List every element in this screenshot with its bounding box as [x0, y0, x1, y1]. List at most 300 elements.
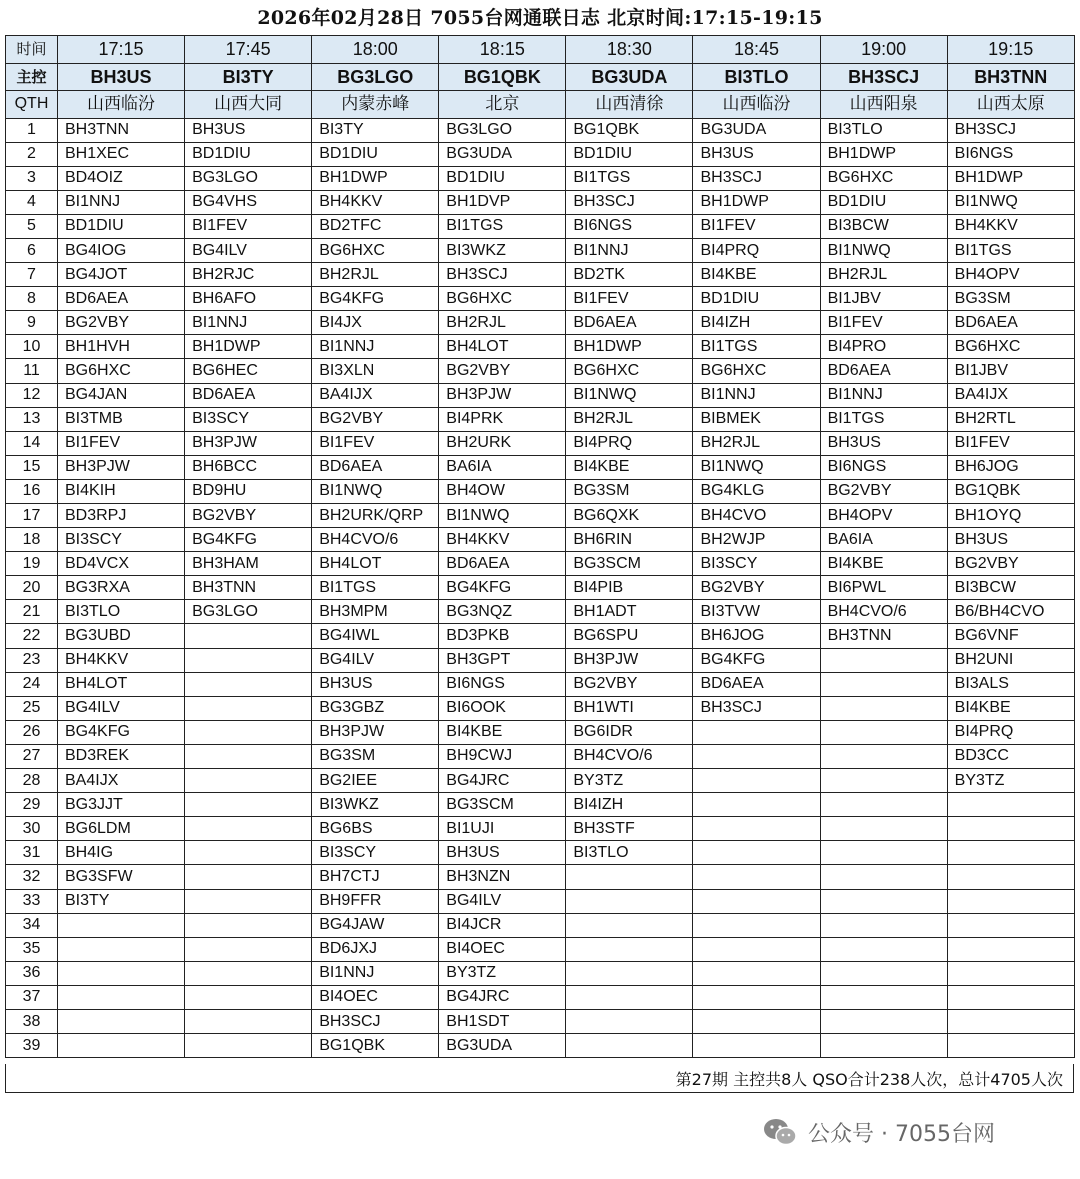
session-qth: 山西太原 — [947, 91, 1074, 119]
callsign-cell: BI3SCY — [312, 841, 439, 865]
row-number: 12 — [6, 383, 58, 407]
callsign-cell: BH4OPV — [820, 504, 947, 528]
callsign-cell — [820, 817, 947, 841]
callsign-cell — [820, 672, 947, 696]
callsign-cell — [693, 961, 820, 985]
table-row — [6, 383, 1075, 407]
callsign-cell — [185, 913, 312, 937]
callsign-cell: BI3ALS — [947, 672, 1074, 696]
callsign-cell: BIBMEK — [693, 407, 820, 431]
callsign-cell: BI4IZH — [693, 311, 820, 335]
callsign-cell: BI3WKZ — [312, 793, 439, 817]
callsign-cell: BH3US — [820, 431, 947, 455]
row-number: 29 — [6, 793, 58, 817]
callsign-cell: BD6AEA — [185, 383, 312, 407]
callsign-cell — [947, 1034, 1074, 1058]
callsign-cell: BI1FEV — [58, 431, 185, 455]
callsign-cell: BH3PJW — [58, 455, 185, 479]
callsign-cell: BH1XEC — [58, 142, 185, 166]
callsign-cell: BY3TZ — [566, 769, 693, 793]
row-number: 34 — [6, 913, 58, 937]
callsign-cell: BI1NNJ — [820, 383, 947, 407]
callsign-cell: BI3TLO — [820, 118, 947, 142]
callsign-cell — [947, 865, 1074, 889]
callsign-cell: BI1NWQ — [820, 238, 947, 262]
callsign-cell: BH4LOT — [439, 335, 566, 359]
callsign-cell: BG3UDA — [693, 118, 820, 142]
callsign-cell: BD4VCX — [58, 552, 185, 576]
row-number: 22 — [6, 624, 58, 648]
table-row — [6, 576, 1075, 600]
callsign-cell: BG4KFG — [693, 648, 820, 672]
callsign-cell: BI1JBV — [820, 287, 947, 311]
table-row — [6, 455, 1075, 479]
callsign-cell: BI1NWQ — [947, 190, 1074, 214]
callsign-cell: BH2RJC — [185, 263, 312, 287]
callsign-cell — [947, 793, 1074, 817]
callsign-cell — [947, 937, 1074, 961]
callsign-cell: BH1DWP — [185, 335, 312, 359]
table-row — [6, 624, 1075, 648]
callsign-cell: BH3PJW — [312, 720, 439, 744]
table-row — [6, 504, 1075, 528]
callsign-cell — [185, 937, 312, 961]
callsign-cell: BG3LGO — [185, 600, 312, 624]
callsign-cell: BI4PRQ — [693, 238, 820, 262]
row-number: 23 — [6, 648, 58, 672]
session-qth: 山西临汾 — [58, 91, 185, 119]
callsign-cell: BI1NNJ — [566, 238, 693, 262]
callsign-cell — [947, 1009, 1074, 1033]
session-qth: 山西大同 — [185, 91, 312, 119]
callsign-cell: BH2UNI — [947, 648, 1074, 672]
callsign-cell: BI1NNJ — [312, 961, 439, 985]
callsign-cell: BG1QBK — [312, 1034, 439, 1058]
callsign-cell: BG6IDR — [566, 720, 693, 744]
callsign-cell: BI4KIH — [58, 479, 185, 503]
callsign-cell — [185, 985, 312, 1009]
callsign-cell — [185, 744, 312, 768]
callsign-cell: BG1QBK — [947, 479, 1074, 503]
callsign-cell: BG3LGO — [439, 118, 566, 142]
callsign-cell — [185, 624, 312, 648]
callsign-cell — [820, 648, 947, 672]
callsign-cell: BI3TY — [58, 889, 185, 913]
callsign-cell: BH6RIN — [566, 528, 693, 552]
callsign-cell: BG1QBK — [566, 118, 693, 142]
callsign-cell: BA6IA — [439, 455, 566, 479]
callsign-cell: BH2URK — [439, 431, 566, 455]
callsign-cell: BG3SM — [566, 479, 693, 503]
callsign-cell: BD6AEA — [566, 311, 693, 335]
table-row — [6, 166, 1075, 190]
callsign-cell: BH3SCJ — [312, 1009, 439, 1033]
callsign-cell — [185, 769, 312, 793]
callsign-cell: BH4LOT — [312, 552, 439, 576]
callsign-cell: BD6AEA — [58, 287, 185, 311]
session-host: BH3SCJ — [820, 63, 947, 91]
callsign-cell: BH2RTL — [947, 407, 1074, 431]
callsign-cell: BH3US — [693, 142, 820, 166]
callsign-cell: BI3TY — [312, 118, 439, 142]
callsign-cell — [693, 1034, 820, 1058]
callsign-cell: BI4JCR — [439, 913, 566, 937]
callsign-cell — [566, 1009, 693, 1033]
callsign-cell: BA4IJX — [58, 769, 185, 793]
table-row — [6, 961, 1075, 985]
callsign-cell: BI1FEV — [820, 311, 947, 335]
callsign-cell: BG2VBY — [820, 479, 947, 503]
callsign-cell: BH3PJW — [439, 383, 566, 407]
table-row — [6, 479, 1075, 503]
callsign-cell — [693, 913, 820, 937]
callsign-cell: BH4CVO/6 — [820, 600, 947, 624]
callsign-cell — [58, 1009, 185, 1033]
callsign-cell: BG6HXC — [312, 238, 439, 262]
callsign-cell: BI3TLO — [58, 600, 185, 624]
callsign-cell: BH4OW — [439, 479, 566, 503]
callsign-cell: BG3NQZ — [439, 600, 566, 624]
session-host: BG3UDA — [566, 63, 693, 91]
callsign-cell: BH2RJL — [439, 311, 566, 335]
table-row — [6, 769, 1075, 793]
callsign-cell: BG4KFG — [312, 287, 439, 311]
table-row — [6, 263, 1075, 287]
callsign-cell: BI3BCW — [820, 214, 947, 238]
callsign-cell: BH1DWP — [566, 335, 693, 359]
callsign-cell: BH3US — [439, 841, 566, 865]
callsign-cell — [947, 841, 1074, 865]
callsign-cell: BG6VNF — [947, 624, 1074, 648]
callsign-cell — [566, 937, 693, 961]
callsign-cell — [820, 865, 947, 889]
callsign-cell: BG4ILV — [439, 889, 566, 913]
callsign-cell — [947, 817, 1074, 841]
callsign-cell — [693, 865, 820, 889]
callsign-cell: BG6HXC — [820, 166, 947, 190]
callsign-cell — [58, 913, 185, 937]
row-number: 37 — [6, 985, 58, 1009]
table-row — [6, 913, 1075, 937]
callsign-cell: BG4ILV — [185, 238, 312, 262]
callsign-cell — [566, 961, 693, 985]
row-number: 5 — [6, 214, 58, 238]
session-host: BH3US — [58, 63, 185, 91]
callsign-cell: BG2VBY — [693, 576, 820, 600]
callsign-cell: BI1TGS — [566, 166, 693, 190]
row-number: 38 — [6, 1009, 58, 1033]
callsign-cell — [693, 817, 820, 841]
row-number: 27 — [6, 744, 58, 768]
callsign-cell: BI3TLO — [566, 841, 693, 865]
table-row — [6, 287, 1075, 311]
row-number: 24 — [6, 672, 58, 696]
callsign-cell: BG2VBY — [947, 552, 1074, 576]
callsign-cell — [693, 793, 820, 817]
callsign-cell: BH3TNN — [185, 576, 312, 600]
callsign-cell: BD9HU — [185, 479, 312, 503]
callsign-cell: BH3NZN — [439, 865, 566, 889]
row-number: 18 — [6, 528, 58, 552]
callsign-cell: BI4IZH — [566, 793, 693, 817]
callsign-cell: BI1NWQ — [693, 455, 820, 479]
callsign-cell: BI1FEV — [693, 214, 820, 238]
callsign-cell: BG3LGO — [185, 166, 312, 190]
callsign-cell: BI1TGS — [312, 576, 439, 600]
row-number: 20 — [6, 576, 58, 600]
callsign-cell: BG3SM — [947, 287, 1074, 311]
callsign-cell: BD3RPJ — [58, 504, 185, 528]
row-number: 11 — [6, 359, 58, 383]
callsign-cell: BH4CVO/6 — [566, 744, 693, 768]
callsign-cell: BI4PRO — [820, 335, 947, 359]
callsign-cell: BG2VBY — [185, 504, 312, 528]
footer-bar — [5, 1064, 1074, 1093]
table-row — [6, 528, 1075, 552]
callsign-cell: BH9FFR — [312, 889, 439, 913]
row-number: 16 — [6, 479, 58, 503]
callsign-cell: BG3SM — [312, 744, 439, 768]
callsign-cell — [566, 889, 693, 913]
row-number: 8 — [6, 287, 58, 311]
callsign-cell: BG6HXC — [693, 359, 820, 383]
callsign-cell: BH3US — [312, 672, 439, 696]
row-number: 6 — [6, 238, 58, 262]
callsign-cell: BD3REK — [58, 744, 185, 768]
callsign-cell: BY3TZ — [947, 769, 1074, 793]
callsign-cell — [185, 696, 312, 720]
callsign-cell: BH4KKV — [312, 190, 439, 214]
callsign-cell: BI1TGS — [439, 214, 566, 238]
callsign-cell: BH4CVO — [693, 504, 820, 528]
callsign-cell: BI6NGS — [820, 455, 947, 479]
table-row — [6, 1009, 1075, 1033]
callsign-cell: BI4PRQ — [566, 431, 693, 455]
callsign-cell: BH3TNN — [820, 624, 947, 648]
callsign-cell: BH2RJL — [312, 263, 439, 287]
callsign-cell — [693, 889, 820, 913]
callsign-cell: BI3WKZ — [439, 238, 566, 262]
callsign-cell — [185, 672, 312, 696]
callsign-cell: BI4KBE — [820, 552, 947, 576]
callsign-cell: BI6OOK — [439, 696, 566, 720]
session-time: 17:15 — [58, 36, 185, 64]
callsign-cell: BI4PRQ — [947, 720, 1074, 744]
table-row — [6, 190, 1075, 214]
callsign-cell: BI1NNJ — [185, 311, 312, 335]
callsign-cell: BI4KBE — [566, 455, 693, 479]
session-qth: 山西清徐 — [566, 91, 693, 119]
callsign-cell: B6/BH4CVO — [947, 600, 1074, 624]
callsign-cell: BH3GPT — [439, 648, 566, 672]
session-time: 18:30 — [566, 36, 693, 64]
callsign-cell — [693, 744, 820, 768]
callsign-cell: BG2VBY — [312, 407, 439, 431]
callsign-cell: BG6HXC — [566, 359, 693, 383]
callsign-cell: BG4JOT — [58, 263, 185, 287]
brand-watermark — [762, 1117, 995, 1147]
callsign-cell: BH1DWP — [947, 166, 1074, 190]
row-number: 33 — [6, 889, 58, 913]
callsign-cell — [820, 937, 947, 961]
callsign-cell: BH3MPM — [312, 600, 439, 624]
callsign-cell: BD6AEA — [693, 672, 820, 696]
callsign-cell: BA4IJX — [312, 383, 439, 407]
row-number: 26 — [6, 720, 58, 744]
callsign-cell — [820, 841, 947, 865]
callsign-cell: BH1SDT — [439, 1009, 566, 1033]
callsign-cell: BI1NNJ — [693, 383, 820, 407]
callsign-cell: BG3UDA — [439, 142, 566, 166]
callsign-cell — [947, 985, 1074, 1009]
session-host: BH3TNN — [947, 63, 1074, 91]
callsign-cell: BG2VBY — [439, 359, 566, 383]
callsign-cell: BD3PKB — [439, 624, 566, 648]
session-qth: 内蒙赤峰 — [312, 91, 439, 119]
callsign-cell: BH3SCJ — [439, 263, 566, 287]
callsign-cell — [58, 1034, 185, 1058]
callsign-cell: BI4OEC — [312, 985, 439, 1009]
callsign-cell: BG2VBY — [566, 672, 693, 696]
callsign-cell — [820, 1009, 947, 1033]
callsign-cell: BG3SCM — [439, 793, 566, 817]
row-number: 31 — [6, 841, 58, 865]
callsign-cell: BI4OEC — [439, 937, 566, 961]
row-number: 28 — [6, 769, 58, 793]
callsign-cell: BG4JAW — [312, 913, 439, 937]
callsign-cell: BI3SCY — [58, 528, 185, 552]
callsign-cell: BH1OYQ — [947, 504, 1074, 528]
callsign-cell: BH6AFO — [185, 287, 312, 311]
table-row — [6, 937, 1075, 961]
callsign-cell: BH2WJP — [693, 528, 820, 552]
callsign-cell: BA6IA — [820, 528, 947, 552]
callsign-cell: BD4OIZ — [58, 166, 185, 190]
table-row — [6, 214, 1075, 238]
callsign-cell: BH2RJL — [820, 263, 947, 287]
log-table — [5, 35, 1075, 1058]
callsign-cell — [820, 744, 947, 768]
table-row — [6, 841, 1075, 865]
label-time: 时间 — [6, 36, 58, 64]
callsign-cell: BI4KBE — [439, 720, 566, 744]
callsign-cell: BH6JOG — [947, 455, 1074, 479]
callsign-cell: BI1NWQ — [566, 383, 693, 407]
callsign-cell: BH1WTI — [566, 696, 693, 720]
callsign-cell: BI1NWQ — [312, 479, 439, 503]
session-time: 18:00 — [312, 36, 439, 64]
row-number: 3 — [6, 166, 58, 190]
callsign-cell: BD3CC — [947, 744, 1074, 768]
callsign-cell: BD1DIU — [185, 142, 312, 166]
row-number: 21 — [6, 600, 58, 624]
table-row — [6, 142, 1075, 166]
row-number: 10 — [6, 335, 58, 359]
callsign-cell — [566, 913, 693, 937]
callsign-cell: BG6HXC — [439, 287, 566, 311]
callsign-cell: BI1NWQ — [439, 504, 566, 528]
callsign-cell — [947, 913, 1074, 937]
table-row — [6, 600, 1075, 624]
callsign-cell — [820, 696, 947, 720]
row-number: 2 — [6, 142, 58, 166]
callsign-cell: BG4KLG — [693, 479, 820, 503]
callsign-cell — [185, 889, 312, 913]
callsign-cell: BI4KBE — [693, 263, 820, 287]
callsign-cell: BH4KKV — [58, 648, 185, 672]
callsign-cell: BH3US — [185, 118, 312, 142]
row-number: 39 — [6, 1034, 58, 1058]
table-row — [6, 238, 1075, 262]
table-row — [6, 407, 1075, 431]
callsign-cell: BH4CVO/6 — [312, 528, 439, 552]
session-host: BG1QBK — [439, 63, 566, 91]
callsign-cell: BH3STF — [566, 817, 693, 841]
callsign-cell: BH3SCJ — [693, 696, 820, 720]
callsign-cell: BG4KFG — [58, 720, 185, 744]
callsign-cell: BD1DIU — [566, 142, 693, 166]
callsign-cell — [185, 817, 312, 841]
callsign-cell: BI4PRK — [439, 407, 566, 431]
callsign-cell — [185, 648, 312, 672]
callsign-cell: BH4KKV — [439, 528, 566, 552]
callsign-cell — [820, 985, 947, 1009]
callsign-cell: BI3SCY — [693, 552, 820, 576]
callsign-cell: BI1TGS — [947, 238, 1074, 262]
callsign-cell: BD6AEA — [820, 359, 947, 383]
row-number: 19 — [6, 552, 58, 576]
callsign-cell: BH4OPV — [947, 263, 1074, 287]
label-host: 主控 — [6, 63, 58, 91]
callsign-cell: BI3TVW — [693, 600, 820, 624]
page-title: 2026年02月28日 7055台网通联日志 北京时间:17:15-19:15 — [257, 7, 823, 29]
row-number: 17 — [6, 504, 58, 528]
table-row — [6, 311, 1075, 335]
callsign-cell: BD6AEA — [439, 552, 566, 576]
callsign-cell: BI4PIB — [566, 576, 693, 600]
callsign-cell: BI1FEV — [312, 431, 439, 455]
callsign-cell: BH7CTJ — [312, 865, 439, 889]
header-row-host — [6, 63, 1075, 91]
session-host: BI3TY — [185, 63, 312, 91]
callsign-cell: BD1DIU — [820, 190, 947, 214]
table-row — [6, 865, 1075, 889]
callsign-cell: BG4IWL — [312, 624, 439, 648]
table-row — [6, 1034, 1075, 1058]
callsign-cell: BG3RXA — [58, 576, 185, 600]
callsign-cell: BI1FEV — [566, 287, 693, 311]
row-number: 30 — [6, 817, 58, 841]
session-time: 19:00 — [820, 36, 947, 64]
callsign-cell: BI6NGS — [439, 672, 566, 696]
callsign-cell — [185, 720, 312, 744]
table-row — [6, 793, 1075, 817]
callsign-cell — [947, 961, 1074, 985]
brand-text: 公众号 · 7055台网 — [808, 1121, 995, 1147]
callsign-cell: BG6SPU — [566, 624, 693, 648]
callsign-cell: BH3SCJ — [566, 190, 693, 214]
table-row — [6, 889, 1075, 913]
session-time: 19:15 — [947, 36, 1074, 64]
callsign-cell: BG4JAN — [58, 383, 185, 407]
callsign-cell: BG3UDA — [439, 1034, 566, 1058]
callsign-cell: BH1DWP — [820, 142, 947, 166]
row-number: 7 — [6, 263, 58, 287]
table-row — [6, 335, 1075, 359]
callsign-cell: BI3TMB — [58, 407, 185, 431]
callsign-cell: BH6JOG — [693, 624, 820, 648]
callsign-cell: BG6QXK — [566, 504, 693, 528]
